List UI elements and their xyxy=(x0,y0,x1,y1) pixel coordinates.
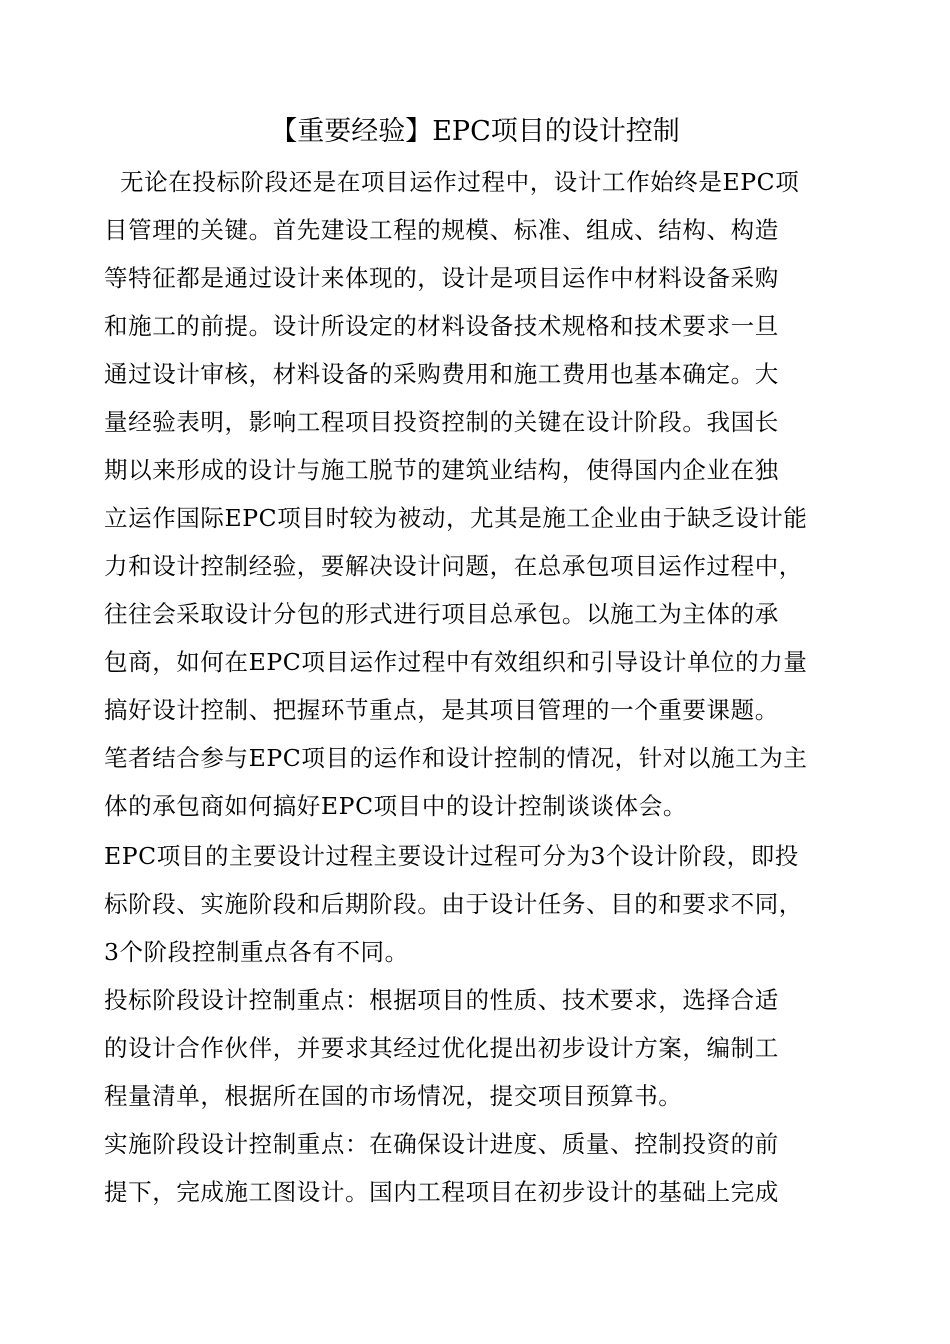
paragraph-line: 立运作国际EPC项目时较为被动，尤其是施工企业由于缺乏设计能 xyxy=(104,504,808,532)
paragraph-implementation-stage xyxy=(104,1120,864,1216)
paragraph-line: 力和设计控制经验，要解决设计问题，在总承包项目运作过程中， xyxy=(104,552,803,580)
paragraph-line: 等特征都是通过设计来体现的，设计是项目运作中材料设备采购 xyxy=(104,264,779,292)
paragraph-intro xyxy=(104,158,864,830)
paragraph-line: 搞好设计控制、把握环节重点，是其项目管理的一个重要课题。 xyxy=(104,696,779,724)
paragraph-line: 和施工的前提。设计所设定的材料设备技术规格和技术要求一旦 xyxy=(104,312,779,340)
paragraph-line: 实施阶段设计控制重点：在确保设计进度、质量、控制投资的前 xyxy=(104,1130,779,1158)
paragraph-line: 量经验表明，影响工程项目投资控制的关键在设计阶段。我国长 xyxy=(104,408,779,436)
paragraph-line: 无论在投标阶段还是在项目运作过程中，设计工作始终是EPC项 xyxy=(120,168,800,196)
paragraph-line: 包商，如何在EPC项目运作过程中有效组织和引导设计单位的力量 xyxy=(104,648,808,676)
paragraph-line: 目管理的关键。首先建设工程的规模、标准、组成、结构、构造 xyxy=(104,216,779,244)
paragraph-line: 期以来形成的设计与施工脱节的建筑业结构，使得国内企业在独 xyxy=(104,456,779,484)
paragraph-line: 体的承包商如何搞好EPC项目中的设计控制谈谈体会。 xyxy=(104,792,687,820)
paragraph-line: 程量清单，根据所在国的市场情况，提交项目预算书。 xyxy=(104,1082,683,1110)
paragraph-line: 3个阶段控制重点各有不同。 xyxy=(104,938,409,966)
paragraph-line: EPC项目的主要设计过程主要设计过程可分为3个设计阶段，即投 xyxy=(104,842,799,870)
paragraph-line: 投标阶段设计控制重点：根据项目的性质、技术要求，选择合适 xyxy=(104,986,779,1014)
paragraph-line: 提下，完成施工图设计。国内工程项目在初步设计的基础上完成 xyxy=(104,1178,779,1206)
paragraph-line: 标阶段、实施阶段和后期阶段。由于设计任务、目的和要求不同， xyxy=(104,890,803,918)
paragraph-line: 往往会采取设计分包的形式进行项目总承包。以施工为主体的承 xyxy=(104,600,779,628)
paragraph-line: 的设计合作伙伴，并要求其经过优化提出初步设计方案，编制工 xyxy=(104,1034,779,1062)
document-title: 【重要经验】EPC项目的设计控制 xyxy=(270,116,680,147)
paragraph-design-process xyxy=(104,832,864,976)
paragraph-line: 笔者结合参与EPC项目的运作和设计控制的情况，针对以施工为主 xyxy=(104,744,808,772)
paragraph-bidding-stage xyxy=(104,976,864,1120)
paragraph-line: 通过设计审核，材料设备的采购费用和施工费用也基本确定。大 xyxy=(104,360,779,388)
